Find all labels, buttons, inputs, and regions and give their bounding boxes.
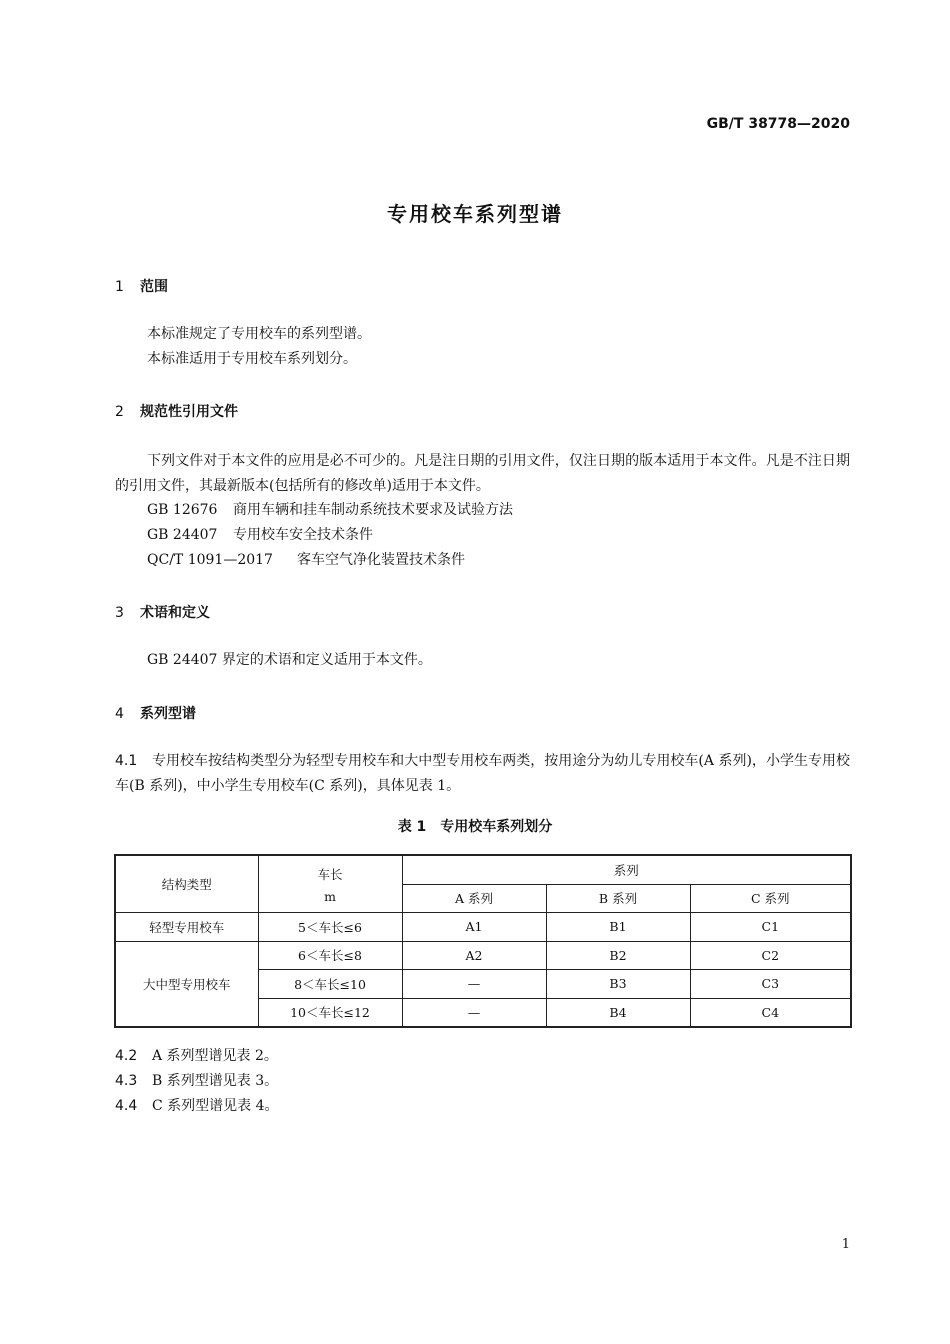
series-b-cell: B3	[546, 970, 690, 999]
clause-4-3	[115, 1069, 278, 1094]
reference-item	[147, 523, 373, 548]
terms-paragraph: GB 24407 界定的术语和定义适用于本文件。	[147, 652, 432, 668]
section-3-heading	[115, 602, 210, 622]
table-caption: 表 1 专用校车系列划分	[397, 819, 553, 835]
section-number: 4	[115, 706, 124, 722]
length-cell: 8＜车长≤10	[258, 970, 402, 999]
clause-text: 专用校车按结构类型分为轻型专用校车和大中型专用校车两类，按用途分为幼儿专用校车(A 系列)，小学生专用校车(B 系列)，中小学生专用校车(C 系列)，具体见表 1。	[115, 753, 850, 794]
reference-code: GB 24407	[147, 527, 218, 543]
header-length-unit: m	[324, 888, 336, 904]
reference-name: 商用车辆和挂车制动系统技术要求及试验方法	[233, 502, 513, 518]
table-row	[115, 913, 851, 942]
clause-number: 4.1	[115, 753, 138, 769]
clause-text: B 系列型谱见表 3。	[152, 1073, 279, 1089]
length-cell: 5＜车长≤6	[258, 913, 402, 942]
header-series-b: B 系列	[546, 884, 690, 913]
series-a-cell: —	[402, 970, 546, 999]
reference-name: 客车空气净化装置技术条件	[297, 552, 465, 568]
scope-paragraph-1: 本标准规定了专用校车的系列型谱。	[147, 326, 371, 342]
series-b-cell: B2	[546, 941, 690, 970]
section-number: 1	[115, 279, 124, 295]
scope-paragraph-2: 本标准适用于专用校车系列划分。	[147, 351, 357, 367]
section-title: 术语和定义	[140, 605, 210, 621]
series-c-cell: C1	[690, 913, 851, 942]
header-length	[258, 855, 402, 913]
section-title: 规范性引用文件	[140, 404, 238, 420]
clause-text: A 系列型谱见表 2。	[152, 1048, 278, 1064]
section-title: 范围	[140, 279, 168, 295]
reference-code: QC/T 1091—2017	[147, 552, 273, 568]
series-c-cell: C4	[690, 998, 851, 1027]
length-cell: 10＜车长≤12	[258, 998, 402, 1027]
section-2-heading	[115, 401, 238, 421]
section-1-heading	[115, 276, 168, 296]
length-cell: 6＜车长≤8	[258, 941, 402, 970]
section-title: 系列型谱	[140, 706, 196, 722]
section-number: 3	[115, 605, 124, 621]
structure-large: 大中型专用校车	[115, 941, 258, 1027]
series-c-cell: C3	[690, 970, 851, 999]
header-series-c: C 系列	[690, 884, 851, 913]
series-a-cell: —	[402, 998, 546, 1027]
table-row	[115, 941, 851, 970]
page-number: 1	[841, 1237, 850, 1252]
clause-number: 4.2	[115, 1048, 138, 1064]
header-series: 系列	[402, 855, 851, 884]
table-header-row	[115, 855, 851, 884]
section-number: 2	[115, 404, 124, 420]
reference-item	[147, 498, 513, 523]
clause-text: C 系列型谱见表 4。	[152, 1098, 279, 1114]
series-c-cell: C2	[690, 941, 851, 970]
series-a-cell: A2	[402, 941, 546, 970]
reference-item	[147, 548, 465, 573]
reference-code: GB 12676	[147, 502, 218, 518]
series-b-cell: B4	[546, 998, 690, 1027]
header-structure-type: 结构类型	[115, 855, 258, 913]
clause-4-1	[115, 749, 850, 799]
standard-number: GB/T 38778—2020	[706, 116, 850, 132]
clause-4-4	[115, 1094, 279, 1119]
document-title: 专用校车系列型谱	[387, 202, 563, 226]
reference-name: 专用校车安全技术条件	[233, 527, 373, 543]
series-b-cell: B1	[546, 913, 690, 942]
header-length-label: 车长	[317, 866, 343, 882]
normative-intro: 下列文件对于本文件的应用是必不可少的。凡是注日期的引用文件，仅注日期的版本适用于本文件。凡是不注日期的引用文件，其最新版本(包括所有的修改单)适用于本文件。	[115, 453, 850, 494]
header-series-a: A 系列	[402, 884, 546, 913]
clause-number: 4.3	[115, 1073, 138, 1089]
clause-number: 4.4	[115, 1098, 138, 1114]
section-4-heading	[115, 703, 196, 723]
structure-light: 轻型专用校车	[115, 913, 258, 942]
series-a-cell: A1	[402, 913, 546, 942]
clause-4-2	[115, 1044, 278, 1069]
series-table	[114, 854, 852, 1028]
